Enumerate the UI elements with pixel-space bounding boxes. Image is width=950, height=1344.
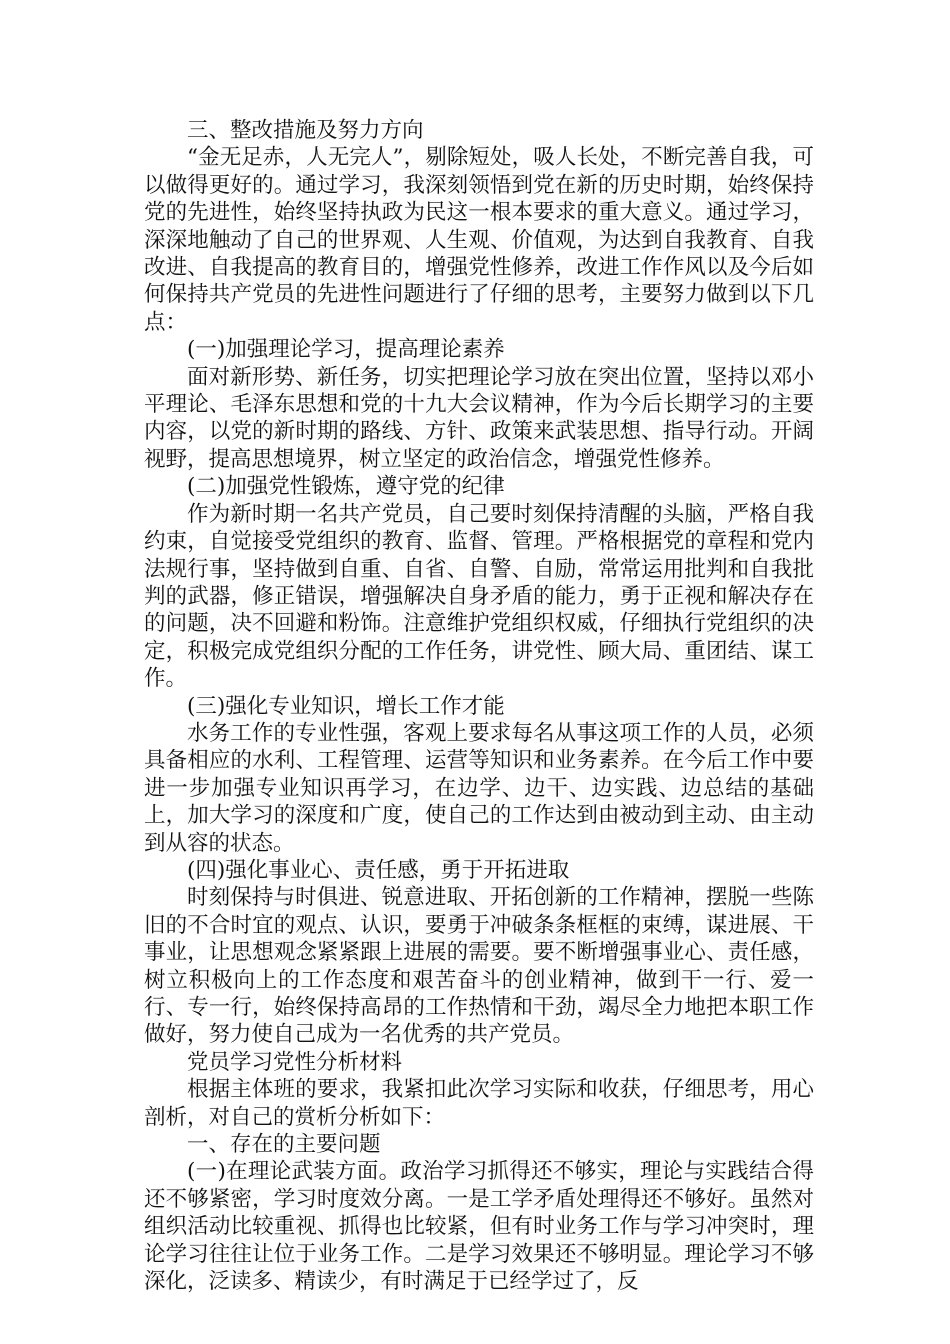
section-heading-analysis-material: 党员学习党性分析材料 xyxy=(187,1049,403,1075)
paragraph-analysis-intro: 根据主体班的要求，我紧扣此次学习实际和收获，仔细思考，用心剖析，对自己的赏析分析如下： xyxy=(144,1077,814,1130)
document-body xyxy=(144,117,814,1295)
subheading-party-discipline: (二)加强党性锻炼，遵守党的纪律 xyxy=(187,474,505,500)
section-heading-rectification: 三、整改措施及努力方向 xyxy=(187,118,424,143)
subheading-theory-study: (一)加强理论学习，提高理论素养 xyxy=(187,337,505,363)
subheading-professional-knowledge: (三)强化专业知识，增长工作才能 xyxy=(187,693,505,719)
paragraph-theory-study: 面对新形势、新任务，切实把理论学习放在突出位置，坚持以邓小平理论、毛泽东思想和党的十九大会议精神，作为今后长期学习的主要内容，以党的新时期的路线、方针、政策来武装思想、指导行动。开阔视野，提高思想境界，树立坚定的政治信念，增强党性修养。 xyxy=(144,364,814,472)
subheading-responsibility: (四)强化事业心、责任感，勇于开拓进取 xyxy=(187,857,570,883)
paragraph-party-discipline: 作为新时期一名共产党员，自己要时刻保持清醒的头脑，严格自我约束，自觉接受党组织的教育、监督、管理。严格根据党的章程和党内法规行事，坚持做到自重、自省、自警、自励，常常运用批判和自我批判的武器，修正错误，增强解决自身矛盾的能力，勇于正视和解决存在的问题，决不回避和粉饰。注意维护党组织权威，仔细执行党组织的决定，积极完成党组织分配的工作任务，讲党性、顾大局、重团结、谋工作。 xyxy=(144,501,814,692)
paragraph-theory-armament: (一)在理论武装方面。政治学习抓得还不够实，理论与实践结合得还不够紧密，学习时度效分离。一是工学矛盾处理得还不够好。虽然对组织活动比较重视、抓得也比较紧，但有时业务工作与学习冲突时，理论学习往往让位于业务工作。二是学习效果还不够明显。理论学习不够深化，泛读多、精读少，有时满足于已经学过了，反 xyxy=(144,1159,814,1295)
section-heading-main-problems: 一、存在的主要问题 xyxy=(187,1132,381,1158)
paragraph-professional-knowledge: 水务工作的专业性强，客观上要求每名从事这项工作的人员，必须具备相应的水利、工程管理、运营等知识和业务素养。在今后工作中要进一步加强专业知识再学习，在边学、边干、边实践、边总结的基础上，加大学习的深度和广度，使自己的工作达到由被动到主动、由主动到从容的状态。 xyxy=(144,720,814,856)
paragraph-responsibility: 时刻保持与时俱进、锐意进取、开拓创新的工作精神，摆脱一些陈旧的不合时宜的观点、认识，要勇于冲破条条框框的束缚，谋进展、干事业，让思想观念紧紧跟上进展的需要。要不断增强事业心、责任感，树立积极向上的工作态度和艰苦奋斗的创业精神，做到干一行、爱一行、专一行，始终保持高昂的工作热情和干劲，竭尽全力地把本职工作做好，努力使自己成为一名优秀的共产党员。 xyxy=(144,885,814,1048)
paragraph-intro: “金无足赤，人无完人”，剔除短处，吸人长处，不断完善自我，可以做得更好的。通过学习，我深刻领悟到党在新的历史时期，始终保持党的先进性，始终坚持执政为民这一根本要求的重大意义。通过学习，深深地触动了自己的世界观、人生观、价值观，为达到自我教育、自我改进、自我提高的教育目的，增强党性修养，改进工作作风以及今后如何保持共产党员的先进性问题进行了仔细的思考，主要努力做到以下几点： xyxy=(144,145,814,335)
